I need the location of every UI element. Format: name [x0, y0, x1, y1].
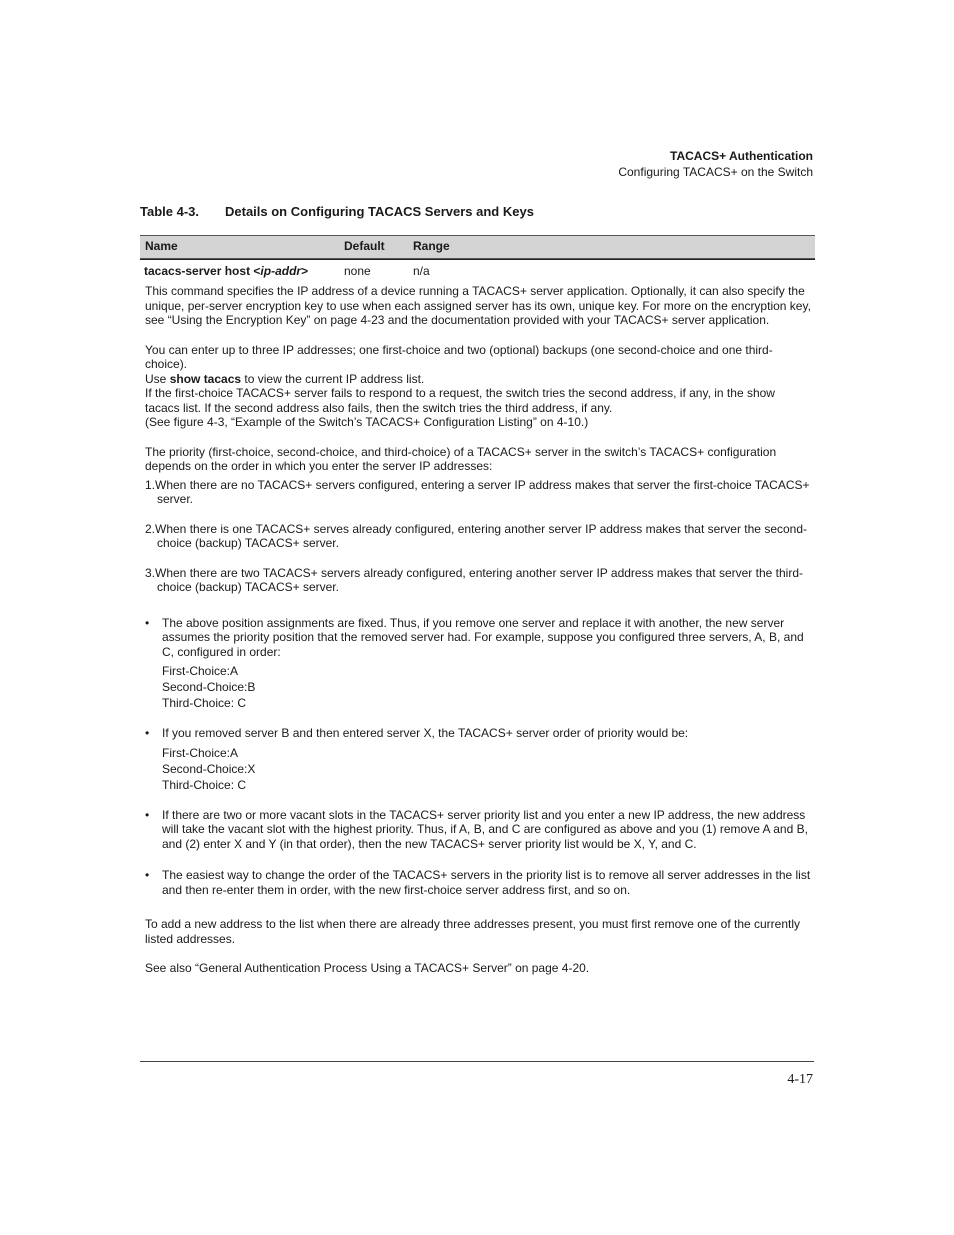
command-parameter: ip-addr [260, 264, 302, 278]
table-caption [140, 204, 534, 219]
paragraph: If the first-choice TACACS+ server fails to respond to a request, the switch tries the second address, if any, in the show tacacs list. If the second address also fails, then the switch tries the third address, if any. [145, 386, 775, 415]
priority-list [162, 745, 811, 793]
list-item: First-Choice:A [162, 664, 239, 678]
list-item: Second-Choice:X [162, 761, 256, 776]
paragraph: To add a new address to the list when there are already three addresses present, you must first remove one of the currently listed addresses. [145, 917, 801, 946]
table-title: Details on Configuring TACACS Servers and Keys [225, 204, 534, 219]
table-header-row [140, 235, 815, 259]
list-item: First-Choice:A [162, 745, 239, 760]
list-item: Third-Choice: C [162, 696, 247, 710]
config-table [140, 235, 815, 284]
priority-list [162, 663, 811, 711]
bullet-item: • The above position assignments are fixed. Thus, if you remove one server and replace it with another, the new server assumes the priority position that the removed server had. For example, suppose you configured three servers, A, B, and C, configured in order: First-Choice:A Second-Choice:B Third-Choice: C [145, 616, 811, 712]
paragraph: Use show tacacs to view the current IP address list. [145, 371, 425, 386]
range-value: n/a [413, 264, 430, 278]
paragraph: The priority (first-choice, second-choice, and third-choice) of a TACACS+ server in the switch’s TACACS+ configuration depends on the order in which you enter the server IP addresses: [145, 444, 777, 473]
bullet-item: • If there are two or more vacant slots in the TACACS+ server priority list and you enter a new IP address, the new address will take the vacant slot with the highest priority. Thus, if A, B, and C are configured as above and you (1) remove A and B, and (2) enter X and Y (in that order), then the new TACACS+ server priority list would be X, Y, and C. [145, 808, 811, 852]
column-header-name: Name [145, 239, 178, 253]
table-number: Table 4-3. [140, 204, 200, 219]
running-header [618, 148, 813, 180]
numbered-item: 2.When there is one TACACS+ serves already configured, entering another server IP address makes that server the second-choice (backup) TACACS+ server. [145, 521, 808, 550]
bullet-item: • The easiest way to change the order of the TACACS+ servers in the priority list is to remove all server addresses in the list and then re-enter them in order, with the new first-choice server address first, and so on. [145, 868, 811, 897]
default-value: none [344, 264, 371, 278]
paragraph: This command specifies the IP address of a device running a TACACS+ server application. Optionally, it can also specify the unique, per-server encryption key to use when each assigned server has its own, unique key. For more on the encryption key, see “Using the Encryption Key” on page 4-23 and the documentation provided with your TACACS+ server application. [145, 284, 811, 327]
column-header-default: Default [344, 239, 385, 253]
numbered-item: 3.When there are two TACACS+ servers already configured, entering another server IP address makes that server the third-choice (backup) TACACS+ server. [145, 565, 803, 594]
paragraph: (See figure 4-3, “Example of the Switch’s TACACS+ Configuration Listing” on 4-10.) [145, 415, 589, 429]
description-body [145, 284, 811, 976]
list-item: Third-Choice: C [162, 777, 247, 792]
section-title: Configuring TACACS+ on the Switch [618, 165, 813, 179]
paragraph: You can enter up to three IP addresses; one first-choice and two (optional) backups (one second-choice and one third-choice). [145, 342, 773, 371]
chapter-title: TACACS+ Authentication [670, 149, 813, 163]
command-inline: show tacacs [169, 371, 242, 386]
list-item: Second-Choice:B [162, 680, 256, 694]
paragraph: See also “General Authentication Process Using a TACACS+ Server” on page 4-20. [145, 961, 590, 975]
bullet-item: • If you removed server B and then entered server X, the TACACS+ server order of priority would be: First-Choice:A Second-Choice:X Third-Choice: C [145, 726, 811, 793]
table-row [140, 260, 815, 284]
footer-rule [140, 1061, 814, 1062]
numbered-item: 1.When there are no TACACS+ servers configured, entering a server IP address makes that server the first-choice TACACS+ server. [145, 477, 810, 506]
page-number: 4-17 [787, 1072, 813, 1087]
command-name: tacacs-server host <ip-addr> [144, 264, 309, 278]
column-header-range: Range [413, 239, 450, 253]
